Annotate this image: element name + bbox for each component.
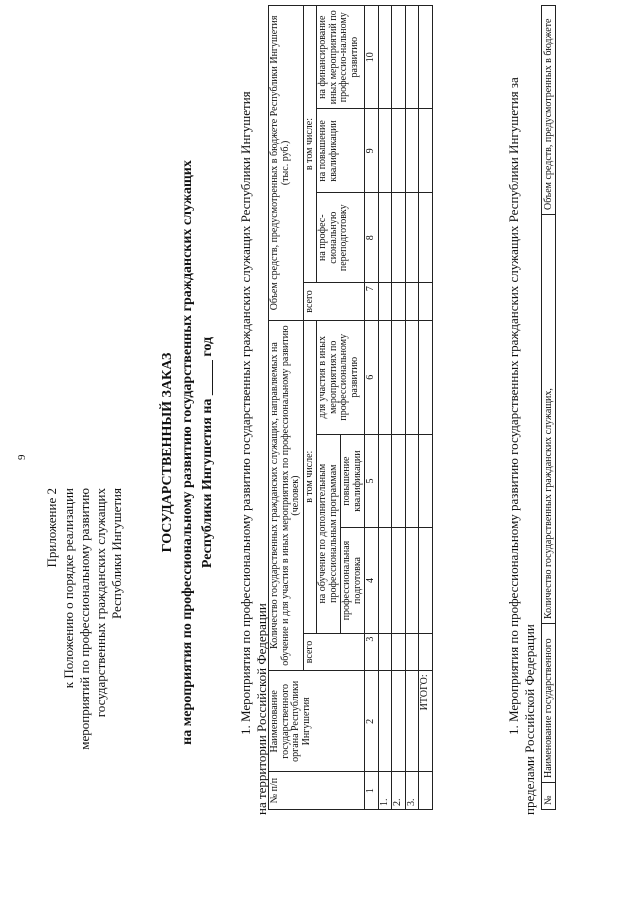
- section2-line-1: 1. Мероприятия по профессиональному развитию государственных гражданских служащих Республики Ингушетия за: [506, 77, 521, 735]
- col-number-cell: 6: [365, 320, 379, 434]
- header-num: № п/п: [269, 772, 365, 810]
- header-funds-other: на финансирование иных мероприятий по профессио-нальному развитию: [317, 6, 365, 109]
- header-organ-name: Наименование государственного органа Республики Ингушетия: [269, 671, 365, 772]
- header-count-incl: в том числе:: [303, 320, 317, 633]
- section1-line-1: 1. Мероприятия по профессиональному развитию государственных гражданских служащих Республики Ингушетия: [238, 91, 253, 735]
- row-number: 2.: [392, 772, 406, 810]
- row-number: 3.: [405, 772, 419, 810]
- page-number: 9: [16, 454, 28, 460]
- col-number-cell: 4: [365, 528, 379, 633]
- col-number-cell: 9: [365, 109, 379, 193]
- section2-line-2: пределами Российской Федерации: [522, 624, 537, 815]
- col-number-cell: 2: [365, 671, 379, 772]
- header-funds-prep: на профес-сиональную переподготовку: [317, 193, 365, 283]
- header-prof-prep: профессиональная подготовка: [341, 528, 365, 633]
- t2-header-count: Количество государственных гражданских служащих,: [542, 215, 556, 624]
- t2-header-num: №: [542, 783, 556, 810]
- header-edu-programs: на обучение по дополнительным профессиональным программам: [317, 434, 341, 633]
- row-number: 1.: [378, 772, 392, 810]
- header-qualification: повышение квалификации: [341, 434, 365, 528]
- title-line-2: на мероприятия по профессиональному развитию государственных гражданских служащих: [180, 160, 195, 745]
- appendix-line-1: Приложение 2: [44, 488, 59, 568]
- col-number-cell: 1: [365, 772, 379, 810]
- header-funds-qual: на повышение квалификации: [317, 109, 365, 193]
- appendix-line-3: мероприятий по профессиональному развитию: [77, 488, 92, 750]
- col-number-cell: 3: [365, 633, 379, 671]
- header-count-total: всего: [303, 633, 365, 671]
- col-number-cell: 10: [365, 6, 379, 109]
- header-other-events: для участия в иных мероприятиях по профессиональному развитию: [317, 320, 365, 434]
- total-row: [419, 6, 433, 810]
- table-1: [268, 5, 433, 810]
- col-number-cell: 7: [365, 283, 379, 321]
- total-label: ИТОГО:: [419, 671, 433, 772]
- header-funds-incl: в том числе:: [303, 6, 317, 283]
- title-line-1: ГОСУДАРСТВЕННЫЙ ЗАКАЗ: [160, 352, 175, 553]
- header-count: Количество государственных гражданских служащих, направляемых на обучение и для участия в иных мероприятиях по профессиональному развитию (человек): [269, 320, 304, 671]
- table-row: [405, 6, 419, 810]
- table-row: [392, 6, 406, 810]
- header-funds-total: всего: [303, 283, 365, 321]
- t2-header-funds: Объем средств, предусмотренных в бюджете: [542, 6, 556, 215]
- table-2: [541, 5, 556, 810]
- header-funds: Объем средств, предусмотренных в бюджете Республики Ингушетия (тыс. руб.): [269, 6, 304, 321]
- column-numbers-row: [365, 6, 379, 810]
- section1-line-2: на территории Российской Федерации: [254, 603, 269, 815]
- col-number-cell: 5: [365, 434, 379, 528]
- table-row: [378, 6, 392, 810]
- appendix-line-4: государственных гражданских служащих: [93, 488, 108, 718]
- col-number-cell: 8: [365, 193, 379, 283]
- appendix-line-2: к Положению о порядке реализации: [61, 488, 76, 689]
- title-line-3: Республики Ингушетия на _____ год: [200, 336, 215, 569]
- appendix-line-5: Республики Ингушетия: [109, 488, 124, 620]
- t2-header-organ-name: Наименование государственного: [542, 624, 556, 783]
